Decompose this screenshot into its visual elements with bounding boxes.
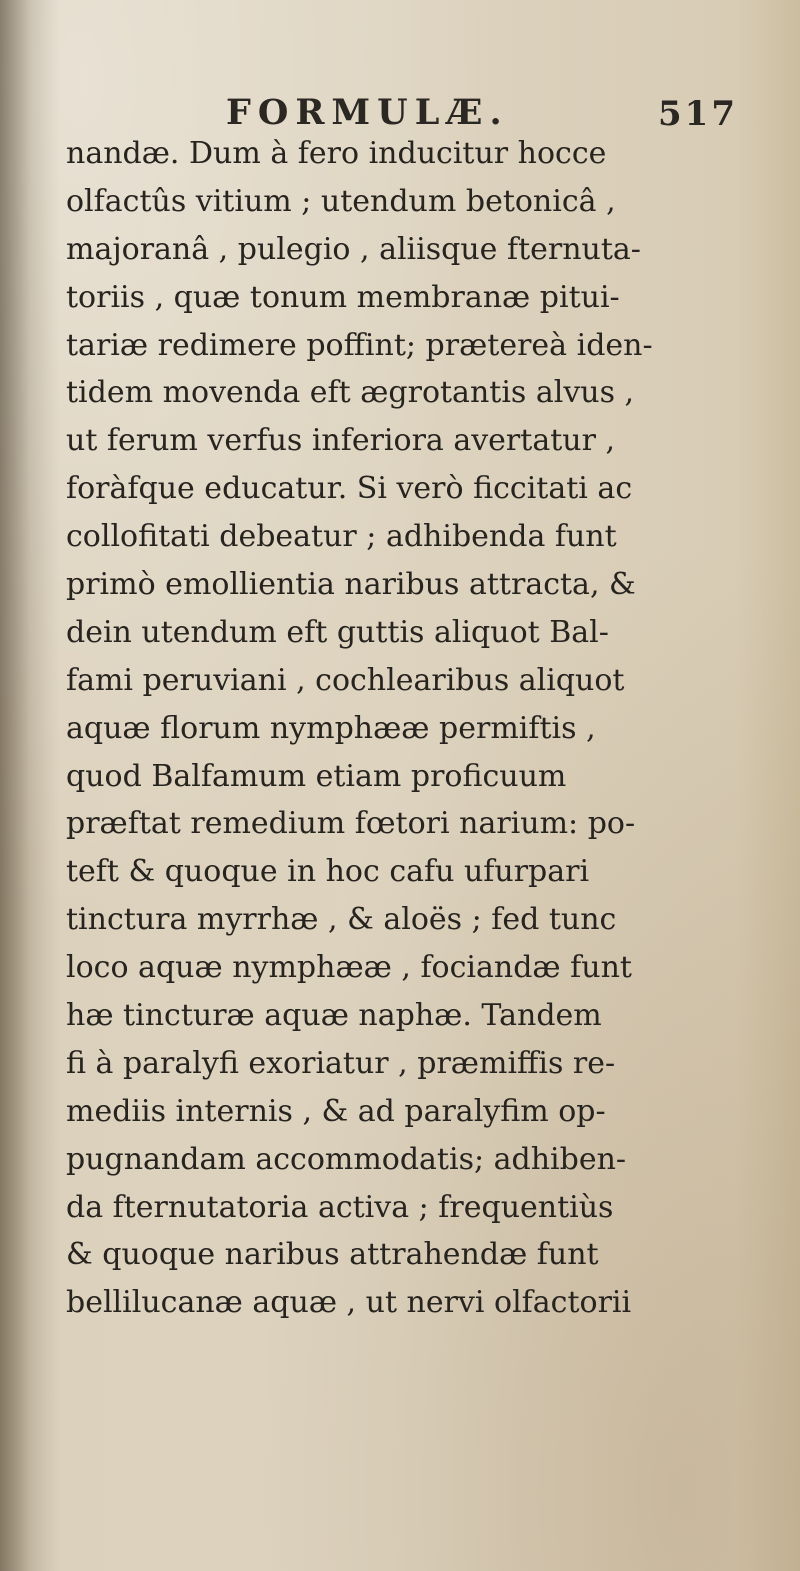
text-line: & quoque naribus attrahendæ funt [66,1237,599,1273]
text-line: dein utendum eft guttis aliquot Bal- [66,614,609,650]
text-line: fami peruviani , cochlearibus aliquot [66,662,625,698]
text-line: pugnandam accommodatis; adhiben- [66,1141,627,1177]
page-number: 517 [658,94,738,134]
text-line: foràfque educatur. Si verò ficcitati ac [66,471,633,507]
text-line: da fternutatoria activa ; frequentiùs [66,1189,614,1225]
text-line: bellilucanæ aquæ , ut nervi olfactorii [66,1285,632,1321]
text-line: loco aquæ nymphææ , fociandæ funt [66,950,632,986]
text-line: tidem movenda eft ægrotantis alvus , [66,375,635,411]
text-line: collofitati debeatur ; adhibenda funt [66,519,617,555]
text-line: teft & quoque in hoc cafu ufurpari [66,854,590,890]
page-edge-shadow [0,0,60,1571]
text-line: olfactûs vitium ; utendum betonicâ , [66,183,616,219]
text-line: nandæ. Dum à fero inducitur hocce [66,136,607,171]
text-line: hæ tincturæ aquæ naphæ. Tandem [66,998,602,1034]
text-line: primò emollientia naribus attracta, & [66,567,636,603]
text-line: tariæ redimere poffint; prætereà iden- [66,327,653,363]
text-line: majoranâ , pulegio , aliisque fternuta- [66,231,641,267]
text-line: fi à paralyfi exoriatur , præmiffis re- [66,1045,616,1081]
text-line: quod Balfamum etiam proficuum [66,758,567,794]
text-line: mediis internis , & ad paralyfim op- [66,1093,606,1129]
text-line: ut ferum verfus inferiora avertatur , [66,423,616,459]
text-line: tinctura myrrhæ , & aloës ; fed tunc [66,902,617,938]
body-text [66,130,786,1327]
text-line: præftat remedium fœtori narium: po- [66,806,636,842]
running-head: FORMULÆ. [226,92,509,133]
text-line: toriis , quæ tonum membranæ pitui- [66,279,620,315]
text-line: aquæ florum nymphææ permiftis , [66,710,596,746]
